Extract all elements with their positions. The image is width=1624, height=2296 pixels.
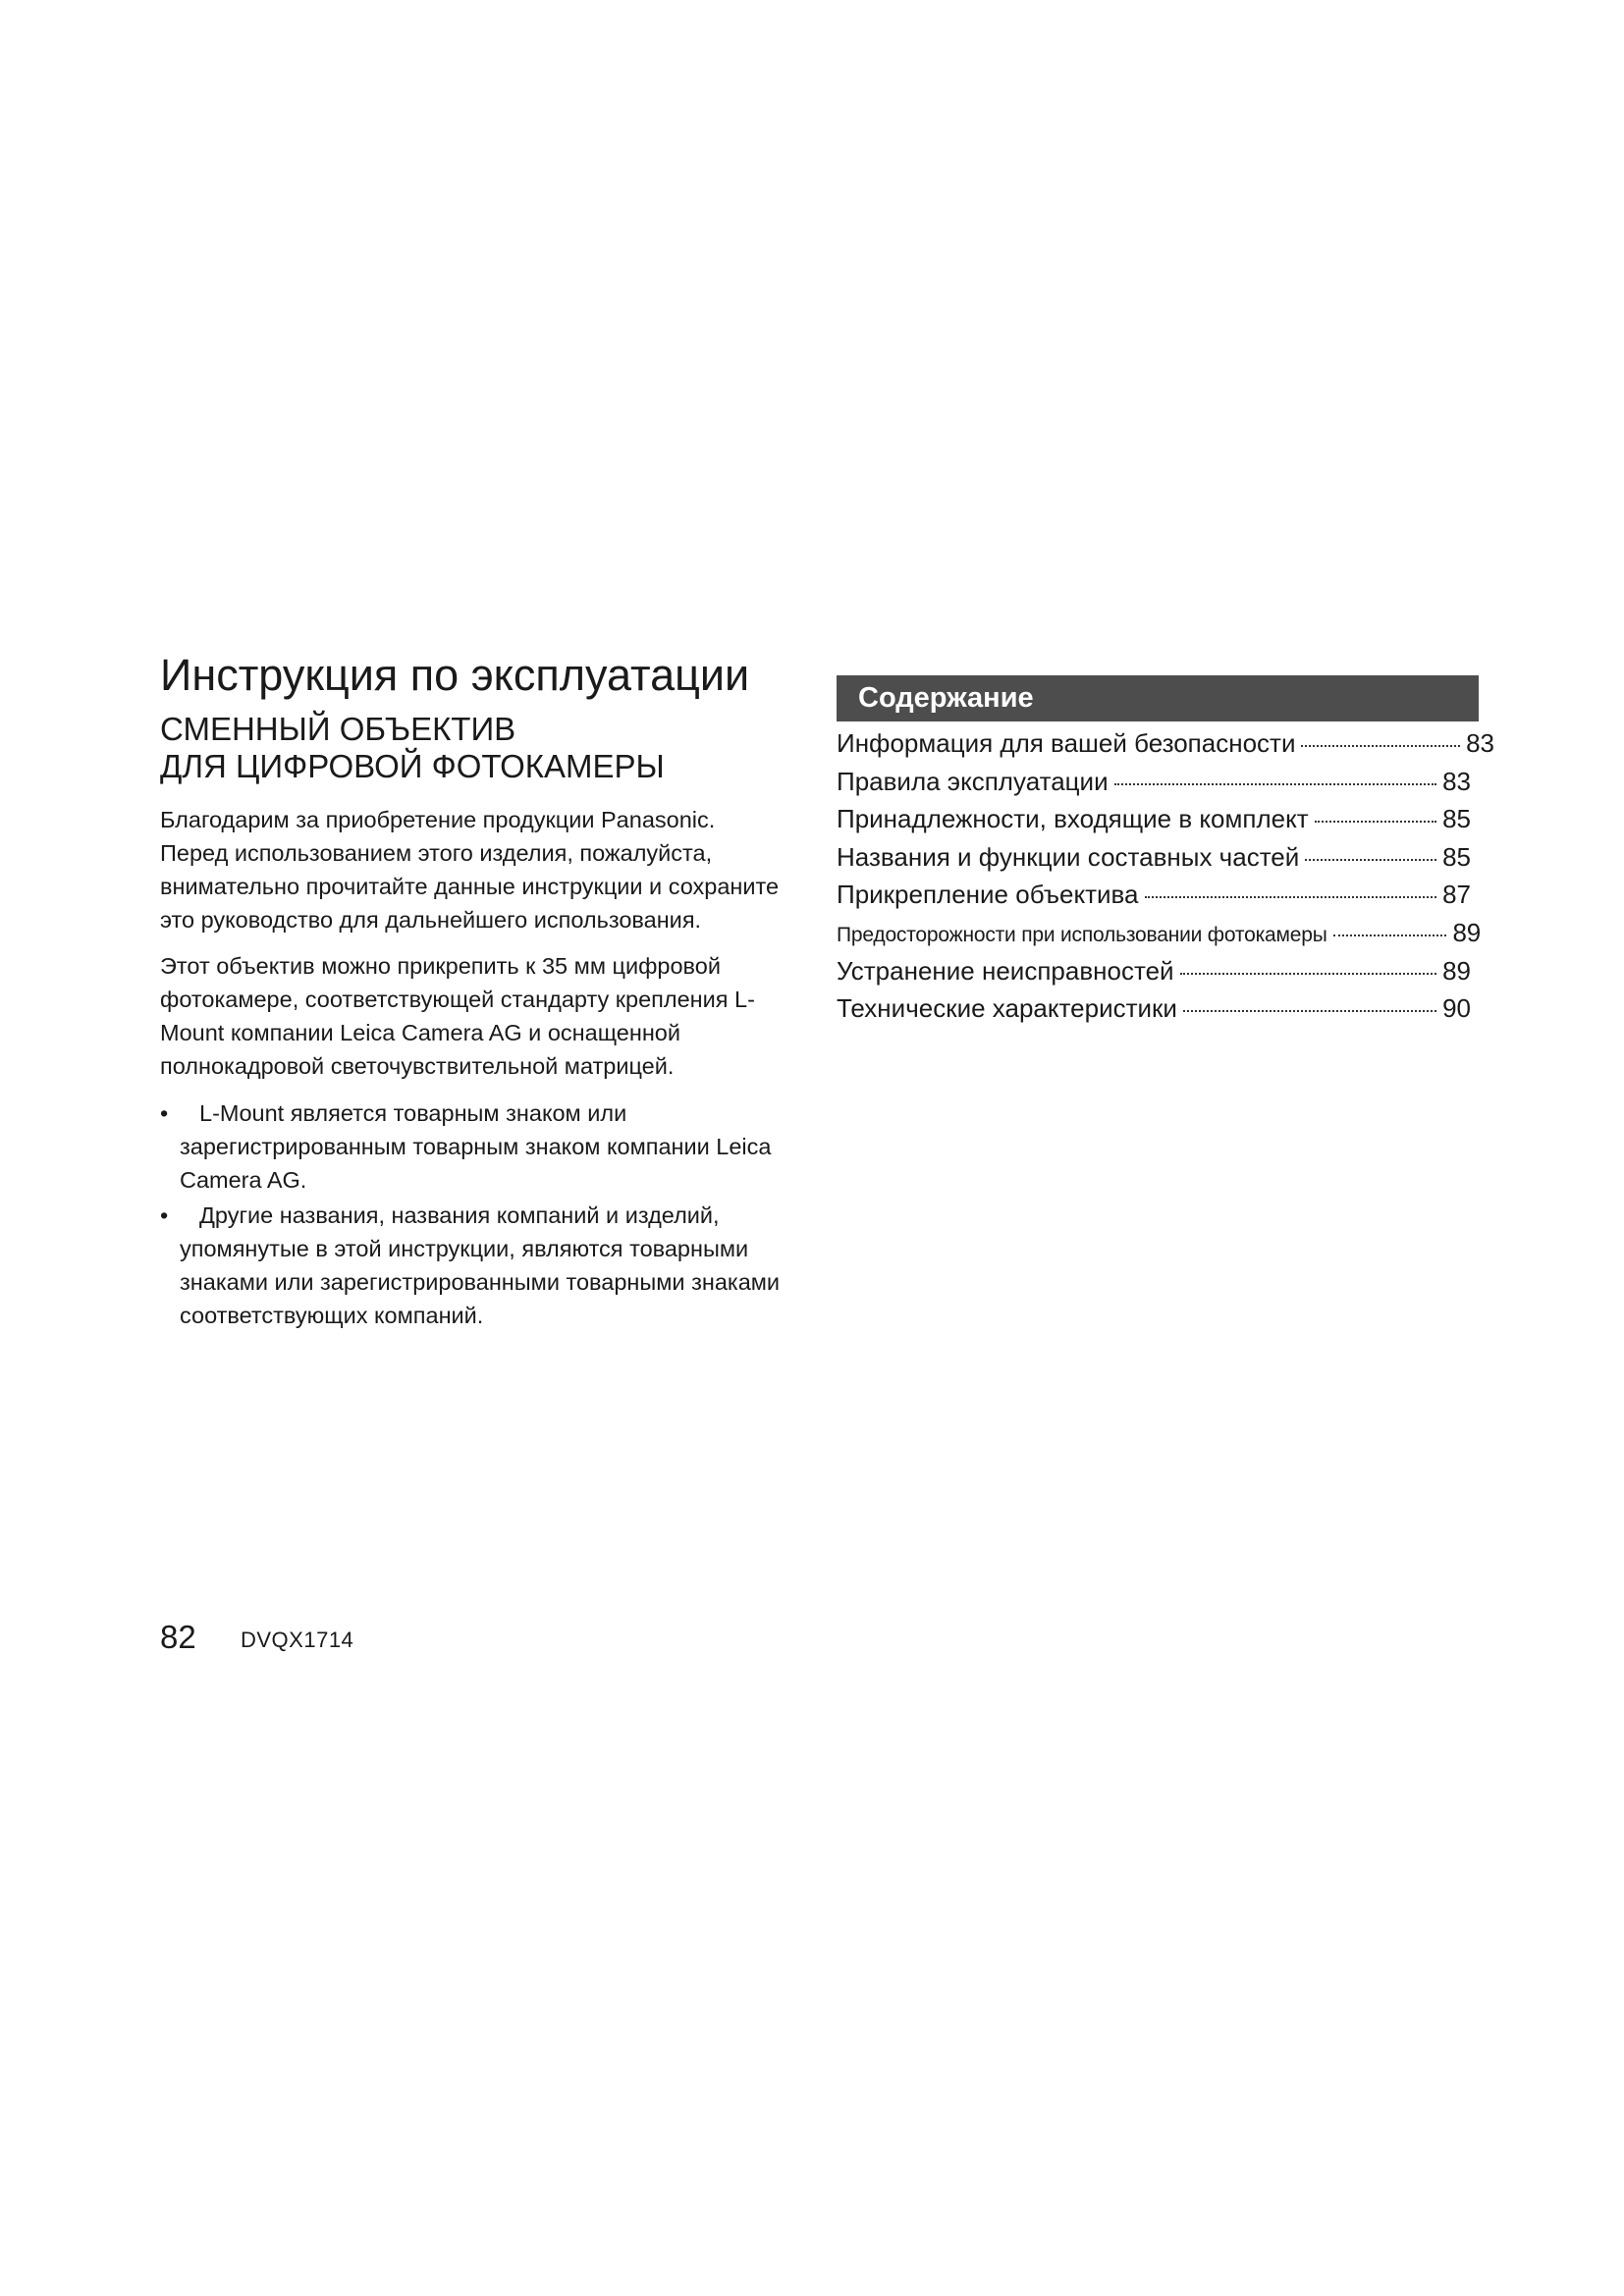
toc-item-parts-names[interactable] <box>837 842 1471 881</box>
toc-header: Содержание <box>837 675 1479 721</box>
toc-item-label: Устранение неисправностей <box>837 955 1174 986</box>
bullet-icon: • <box>160 1202 169 1228</box>
subtitle-line-2: ДЛЯ ЦИФРОВОЙ ФОТОКАМЕРЫ <box>160 748 665 784</box>
toc-item-page: 90 <box>1442 993 1471 1024</box>
toc-item-page: 89 <box>1452 917 1481 947</box>
toc-leader-dots <box>1145 896 1437 898</box>
toc-item-label: Принадлежности, входящие в комплект <box>837 804 1309 834</box>
list-item <box>160 1199 788 1332</box>
bullet-icon: • <box>160 1100 169 1126</box>
toc-leader-dots <box>1114 783 1436 785</box>
toc-item-label: Информация для вашей безопасности <box>837 728 1296 758</box>
toc-item-troubleshooting[interactable] <box>837 956 1471 994</box>
toc-item-specifications[interactable] <box>837 993 1471 1032</box>
toc-item-page: 83 <box>1466 728 1494 758</box>
toc-item-label: Предосторожности при использовании фотокамеры <box>837 923 1327 946</box>
toc-item-page: 85 <box>1442 841 1471 872</box>
table-of-contents <box>837 728 1494 1032</box>
toc-leader-dots <box>1305 859 1436 861</box>
page-number: 82 <box>160 1619 196 1655</box>
toc-leader-dots <box>1315 821 1436 823</box>
intro-paragraph-1: Благодарим за приобретение продукции Panasonic. Перед использованием этого изделия, пожалуйста, внимательно прочитайте данные инструкции и сохраните это руководство для дальнейшего использования. <box>160 807 780 933</box>
trademark-notes <box>160 1096 788 1332</box>
document-code: DVQX1714 <box>241 1628 354 1652</box>
toc-item-page: 89 <box>1442 955 1471 986</box>
toc-item-page: 85 <box>1442 804 1471 834</box>
toc-item-page: 87 <box>1442 880 1471 910</box>
intro-paragraph-2: Этот объектив можно прикрепить к 35 мм цифровой фотокамере, соответствующей стандарту крепления L-Mount компании Leica Camera AG и оснащенной полнокадровой светочувствительной матрицей. <box>160 953 755 1079</box>
toc-leader-dots <box>1180 973 1437 975</box>
toc-item-safety-info[interactable] <box>837 728 1494 767</box>
bullet-text: Другие названия, названия компаний и изделий, упомянутые в этой инструкции, являются товарными знаками или зарегистрированными товарными знаками соответствующих компаний. <box>180 1202 781 1328</box>
toc-item-attaching-lens[interactable] <box>837 880 1471 918</box>
bullet-text: L-Mount является товарным знаком или зарегистрированным товарным знаком компании Leica Camera AG. <box>180 1100 772 1193</box>
subtitle-line-1: СМЕННЫЙ ОБЪЕКТИВ <box>160 711 516 747</box>
product-subtitle <box>160 711 665 785</box>
toc-item-page: 83 <box>1442 766 1471 796</box>
list-item <box>160 1096 788 1197</box>
toc-leader-dots <box>1301 745 1460 747</box>
toc-item-label: Правила эксплуатации <box>837 766 1109 796</box>
toc-leader-dots <box>1183 1010 1436 1012</box>
toc-item-label: Технические характеристики <box>837 993 1177 1024</box>
toc-item-label: Названия и функции составных частей <box>837 841 1300 872</box>
toc-item-label: Прикрепление объектива <box>837 880 1139 910</box>
page-title: Инструкция по эксплуатации <box>160 650 750 700</box>
toc-item-camera-precautions[interactable] <box>837 918 1481 956</box>
toc-leader-dots <box>1333 934 1447 936</box>
toc-item-accessories[interactable] <box>837 804 1471 842</box>
toc-item-usage-rules[interactable] <box>837 767 1471 805</box>
intro-section <box>160 803 788 1334</box>
